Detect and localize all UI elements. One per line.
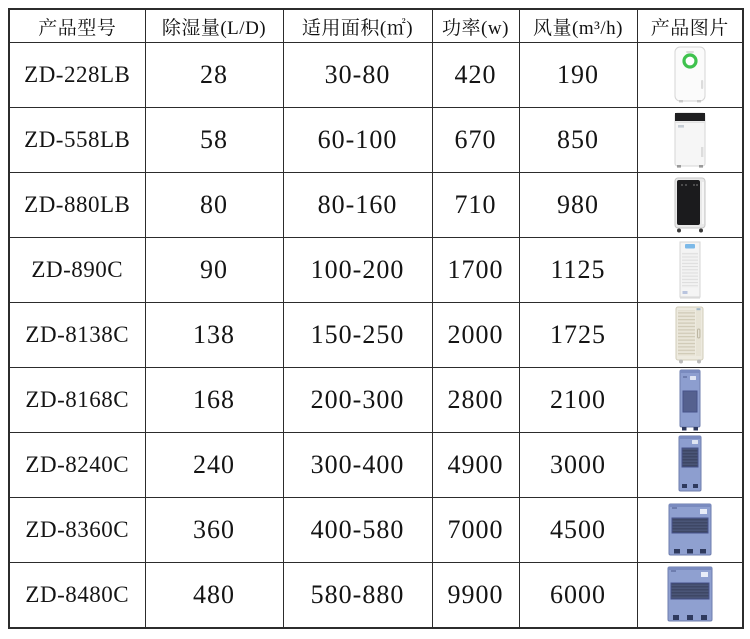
cell-area: 60-100	[283, 108, 432, 173]
product-photo-zd-8168c	[674, 369, 706, 431]
cell-product-image	[637, 498, 743, 563]
cell-product-image	[637, 173, 743, 238]
header-row	[9, 9, 743, 43]
cell-power: 710	[432, 173, 519, 238]
cell-product-image	[637, 433, 743, 498]
cell-power: 420	[432, 43, 519, 108]
cell-airflow: 3000	[519, 433, 637, 498]
table-row	[9, 108, 743, 173]
cell-airflow: 2100	[519, 368, 637, 433]
cell-model: ZD-890C	[9, 238, 145, 303]
column-header-capacity: 除湿量(L/D)	[145, 9, 283, 43]
cell-power: 1700	[432, 238, 519, 303]
cell-model: ZD-8240C	[9, 433, 145, 498]
cell-model: ZD-228LB	[9, 43, 145, 108]
cell-capacity: 80	[145, 173, 283, 238]
cell-area: 100-200	[283, 238, 432, 303]
column-header-power: 功率(w)	[432, 9, 519, 43]
cell-airflow: 6000	[519, 563, 637, 629]
cell-product-image	[637, 368, 743, 433]
table-header	[9, 9, 743, 43]
cell-capacity: 58	[145, 108, 283, 173]
cell-area: 30-80	[283, 43, 432, 108]
table-row	[9, 563, 743, 629]
cell-airflow: 850	[519, 108, 637, 173]
cell-power: 4900	[432, 433, 519, 498]
product-photo-zd-880lb	[669, 176, 711, 234]
cell-model: ZD-880LB	[9, 173, 145, 238]
cell-product-image	[637, 303, 743, 368]
cell-airflow: 190	[519, 43, 637, 108]
cell-capacity: 28	[145, 43, 283, 108]
cell-power: 9900	[432, 563, 519, 629]
table-row	[9, 498, 743, 563]
cell-model: ZD-558LB	[9, 108, 145, 173]
product-photo-zd-8360c	[666, 501, 714, 559]
column-header-model: 产品型号	[9, 9, 145, 43]
product-photo-zd-890c	[674, 240, 706, 300]
cell-capacity: 480	[145, 563, 283, 629]
cell-product-image	[637, 108, 743, 173]
table-row	[9, 238, 743, 303]
cell-model: ZD-8480C	[9, 563, 145, 629]
cell-power: 2800	[432, 368, 519, 433]
cell-model: ZD-8360C	[9, 498, 145, 563]
cell-airflow: 980	[519, 173, 637, 238]
product-photo-zd-8240c	[673, 435, 707, 495]
cell-area: 300-400	[283, 433, 432, 498]
cell-airflow: 1725	[519, 303, 637, 368]
cell-model: ZD-8138C	[9, 303, 145, 368]
cell-product-image	[637, 563, 743, 629]
cell-area: 400-580	[283, 498, 432, 563]
cell-area: 150-250	[283, 303, 432, 368]
table-row	[9, 43, 743, 108]
cell-product-image	[637, 238, 743, 303]
cell-capacity: 168	[145, 368, 283, 433]
table-row	[9, 303, 743, 368]
column-header-area: 适用面积(㎡)	[283, 9, 432, 43]
column-header-airflow: 风量(m³/h)	[519, 9, 637, 43]
column-header-image: 产品图片	[637, 9, 743, 43]
cell-model: ZD-8168C	[9, 368, 145, 433]
cell-area: 80-160	[283, 173, 432, 238]
product-photo-zd-8138c	[670, 305, 710, 365]
table-row	[9, 368, 743, 433]
product-photo-zd-558lb	[671, 111, 709, 169]
cell-power: 7000	[432, 498, 519, 563]
cell-airflow: 4500	[519, 498, 637, 563]
cell-power: 670	[432, 108, 519, 173]
product-photo-zd-228lb	[672, 46, 708, 104]
cell-airflow: 1125	[519, 238, 637, 303]
table-row	[9, 173, 743, 238]
cell-capacity: 360	[145, 498, 283, 563]
cell-area: 580-880	[283, 563, 432, 629]
product-spec-table	[8, 8, 744, 629]
cell-capacity: 138	[145, 303, 283, 368]
cell-power: 2000	[432, 303, 519, 368]
cell-capacity: 90	[145, 238, 283, 303]
cell-area: 200-300	[283, 368, 432, 433]
table-row	[9, 433, 743, 498]
cell-capacity: 240	[145, 433, 283, 498]
product-photo-zd-8480c	[665, 565, 715, 625]
cell-product-image	[637, 43, 743, 108]
